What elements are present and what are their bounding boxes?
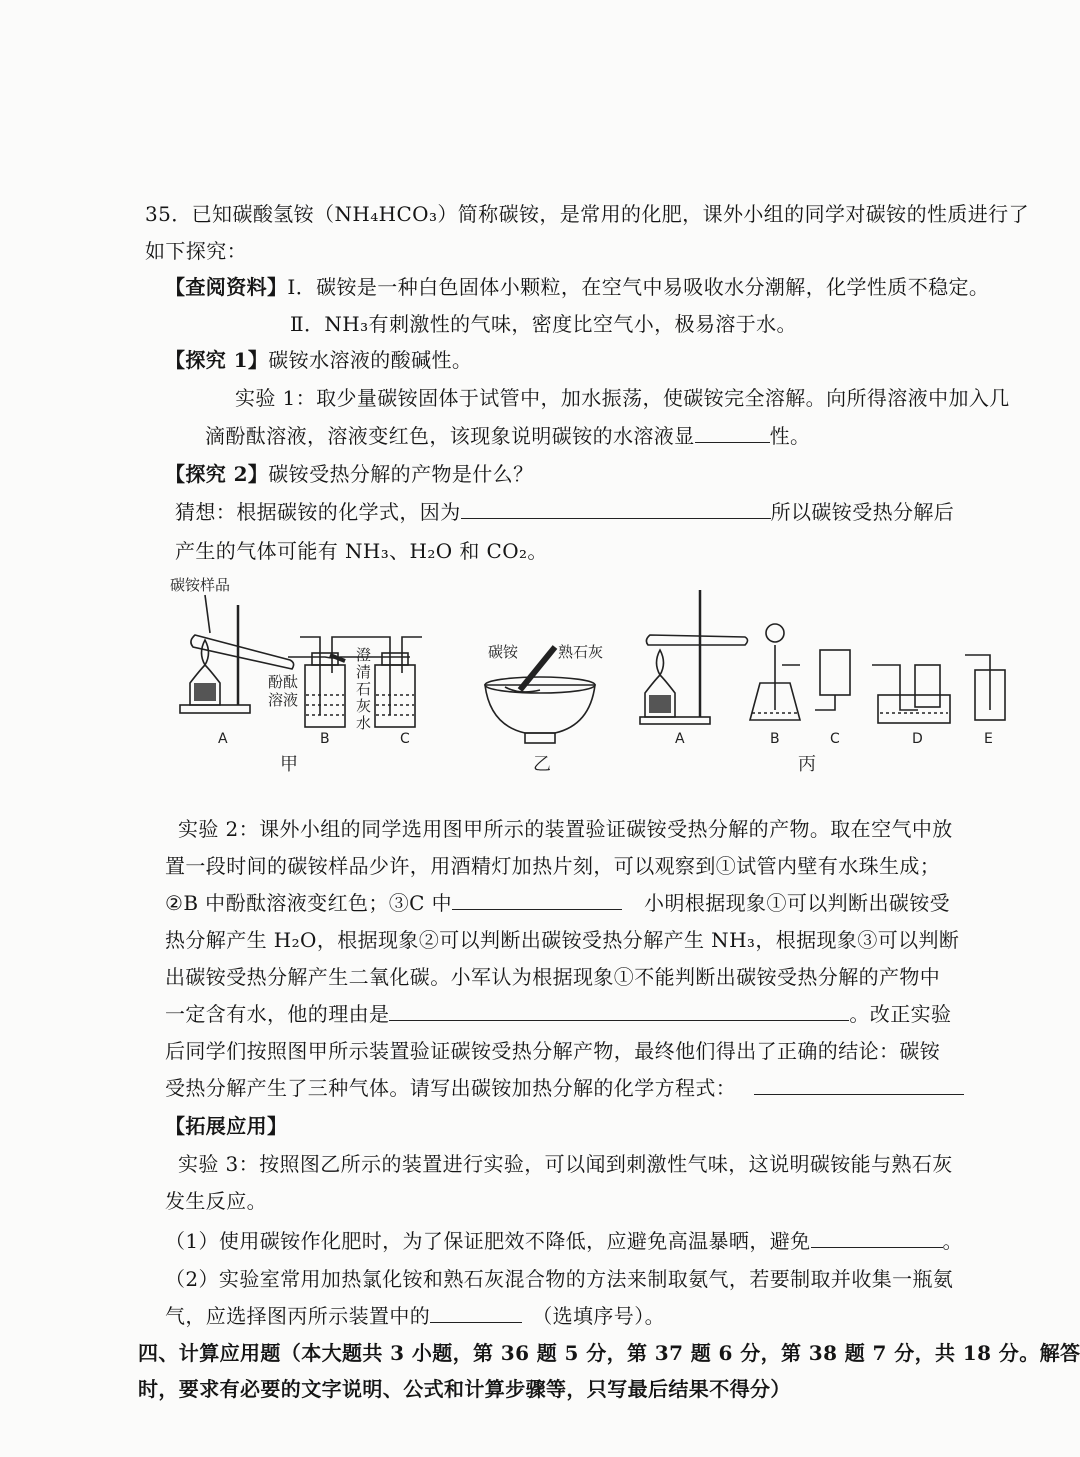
label-sample: 碳铵样品 — [170, 576, 231, 594]
stand-base — [180, 705, 250, 713]
label-jia-b: B — [320, 731, 330, 747]
exp3-line2: 发生反应。 — [165, 1189, 267, 1213]
question-intro-line2: 如下探究： — [145, 239, 247, 263]
exp2-line4: 热分解产生 H₂O，根据现象②可以判断出碳铵受热分解产生 NH₃，根据现象③可以判断 — [165, 928, 960, 952]
exp2-line8 — [165, 1074, 964, 1102]
bing-c-bottle — [820, 650, 850, 695]
label-jia-a: A — [218, 731, 228, 747]
exp2-line3 — [165, 889, 950, 917]
answer-blank-7[interactable] — [430, 1302, 522, 1323]
explore1-title: 碳铵水溶液的酸碱性。 — [268, 348, 473, 372]
answer-blank-6[interactable] — [811, 1227, 943, 1248]
label-bing: 丙 — [798, 754, 816, 775]
label-lime-3: 石 — [356, 680, 372, 698]
bing-a-tube — [646, 635, 747, 645]
explore1-heading — [165, 346, 472, 374]
explore2-tag: 【探究 2】 — [165, 462, 269, 486]
label-phenol-1: 酚酞 — [268, 673, 299, 691]
figure-yi — [485, 643, 603, 775]
bing-d-tube — [872, 665, 918, 710]
bottle-b — [305, 665, 345, 727]
answer-blank-3[interactable] — [452, 889, 622, 910]
label-lime-2: 清 — [356, 663, 372, 681]
explore2-title: 碳铵受热分解的产物是什么？ — [268, 462, 534, 486]
extend-tag: 【拓展应用】 — [165, 1114, 288, 1138]
bottle-c-exhaust — [402, 637, 422, 645]
label-tanan: 碳铵 — [488, 643, 519, 661]
exp2-line2: 置一段时间的碳铵样品少许，用酒精灯加热片刻，可以观察到①试管内壁有水珠生成； — [165, 854, 941, 878]
exp1-text-a: 滴酚酞溶液，溶液变红色，该现象说明碳铵的水溶液显 — [205, 424, 695, 448]
lamp-flame — [202, 640, 209, 665]
exp2-text-3b: 小明根据现象①可以判断出碳铵受 — [644, 891, 951, 915]
exp1-line2 — [205, 422, 810, 450]
extend-q2-end: （选填序号）。 — [532, 1304, 666, 1328]
explore2-heading — [165, 460, 533, 488]
bing-e-tube — [965, 655, 990, 710]
guess-text-b: 所以碳铵受热分解后 — [770, 500, 955, 524]
bing-b-funnel — [766, 624, 784, 642]
bing-a-flame — [657, 650, 664, 675]
apparatus-svg — [160, 565, 1020, 780]
section4-line2: 时，要求有必要的文字说明、公式和计算步骤等，只写最后结果不得分） — [138, 1377, 791, 1401]
mortar-base — [525, 733, 555, 743]
delivery-tube-ab — [288, 657, 410, 658]
label-yi: 乙 — [533, 754, 551, 775]
tube-to-b — [300, 637, 320, 645]
guess-text-a: 猜想：根据碳铵的化学式，因为 — [175, 500, 461, 524]
bing-a-base — [640, 717, 710, 724]
label-bing-e: E — [984, 731, 993, 747]
bing-d-bottle — [915, 665, 940, 707]
answer-blank-5[interactable] — [754, 1074, 964, 1095]
figure-jia — [170, 576, 422, 775]
exp3-line1: 实验 3：按照图乙所示的装置进行实验，可以闻到刺激性气味，这说明碳铵能与熟石灰 — [178, 1152, 953, 1176]
pestle — [520, 647, 555, 690]
label-jia: 甲 — [280, 754, 298, 775]
info-section — [165, 273, 989, 301]
figure-bing — [640, 590, 1005, 775]
label-phenol-2: 溶液 — [268, 691, 299, 709]
answer-blank-2[interactable] — [461, 498, 771, 519]
label-bing-a: A — [675, 731, 685, 747]
label-bing-b: B — [770, 731, 780, 747]
label-bing-c: C — [830, 731, 840, 747]
section4-line1: 四、计算应用题（本大题共 3 小题，第 36 题 5 分，第 37 题 6 分，第 38 题 7 分，共 18 分。解答 — [138, 1341, 1080, 1365]
guess-line1 — [175, 498, 954, 526]
label-lime-1: 澄 — [356, 646, 372, 664]
exp2-text-6b: 。改正实验 — [849, 1002, 952, 1026]
bottle-c — [375, 665, 415, 727]
info-item-1: Ⅰ．碳铵是一种白色固体小颗粒，在空气中易吸收水分潮解，化学性质不稳定。 — [287, 275, 990, 299]
label-jia-c: C — [400, 731, 410, 747]
explore1-tag: 【探究 1】 — [165, 348, 269, 372]
exp2-line7: 后同学们按照图甲所示装置验证碳铵受热分解产物，最终他们得出了正确的结论：碳铵 — [165, 1039, 941, 1063]
guess-line2: 产生的气体可能有 NH₃、H₂O 和 CO₂。 — [175, 539, 548, 563]
question-intro-line1: 35．已知碳酸氢铵（NH₄HCO₃）简称碳铵，是常用的化肥，课外小组的同学对碳铵的性质进行了 — [145, 202, 1029, 226]
exp1-line1: 实验 1：取少量碳铵固体于试管中，加水振荡，使碳铵完全溶解。向所得溶液中加入几 — [235, 386, 1010, 410]
extend-q1 — [165, 1227, 963, 1255]
answer-blank-4[interactable] — [389, 1000, 849, 1021]
bottle-c-stopper — [382, 653, 408, 665]
exp2-line1: 实验 2：课外小组的同学选用图甲所示的装置验证碳铵受热分解的产物。取在空气中放 — [178, 817, 953, 841]
info-item-2: Ⅱ．NH₃有刺激性的气味，密度比空气小，极易溶于水。 — [290, 312, 797, 336]
exp1-text-b: 性。 — [769, 424, 811, 448]
sample-pointer — [205, 595, 210, 633]
apparatus-figure — [160, 565, 1020, 780]
exp2-text-8: 受热分解产生了三种气体。请写出碳铵加热分解的化学方程式： — [165, 1076, 737, 1100]
extend-q2-line2 — [165, 1302, 665, 1330]
label-shishihui: 熟石灰 — [558, 643, 604, 661]
label-bing-d: D — [912, 731, 923, 747]
lamp-body-hatch — [194, 683, 216, 701]
answer-blank-1[interactable] — [695, 422, 770, 443]
extend-q1-end: 。 — [942, 1229, 963, 1253]
bing-c-tube — [815, 695, 835, 710]
extend-q1-text: （1）使用碳铵作化肥时，为了保证肥效不降低，应避免高温暴晒，避免 — [165, 1229, 811, 1253]
exp2-line6 — [165, 1000, 951, 1028]
info-tag: 【查阅资料】 — [165, 275, 288, 299]
label-lime-5: 水 — [356, 714, 372, 732]
label-lime-4: 灰 — [356, 697, 372, 715]
exp2-text-3a: ②B 中酚酞溶液变红色；③C 中 — [165, 891, 453, 915]
exp2-line5: 出碳铵受热分解产生二氧化碳。小军认为根据现象①不能判断出碳铵受热分解的产物中 — [165, 965, 941, 989]
extend-q2-line1: （2）实验室常用加热氯化铵和熟石灰混合物的方法来制取氨气，若要制取并收集一瓶氨 — [165, 1267, 954, 1291]
tube-b-to-c — [332, 637, 390, 645]
extend-q2-text: 气，应选择图丙所示装置中的 — [165, 1304, 431, 1328]
exp2-text-6a: 一定含有水，他的理由是 — [165, 1002, 390, 1026]
